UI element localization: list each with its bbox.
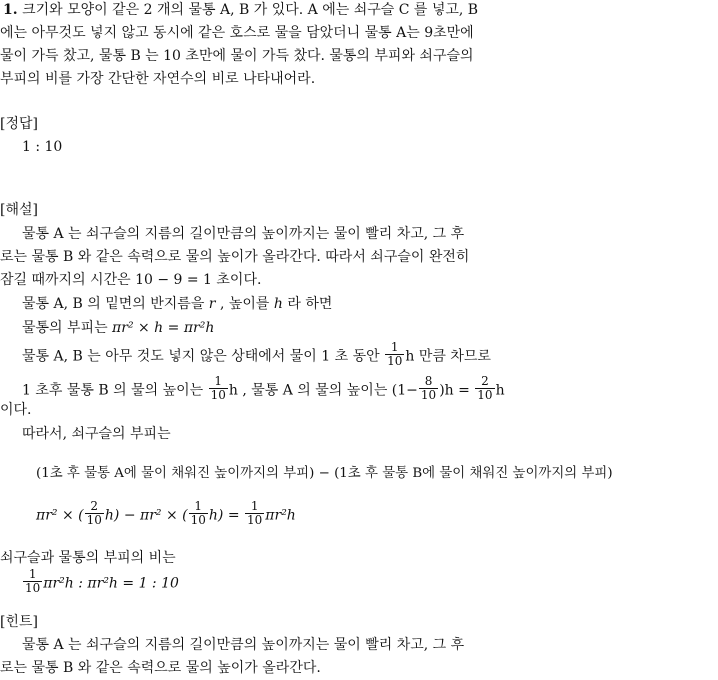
fraction-denominator: 10 — [190, 513, 206, 527]
fraction-numerator: 8 — [419, 375, 438, 389]
fraction-denominator: 10 — [247, 513, 263, 527]
fraction — [385, 341, 404, 368]
rate-line — [22, 340, 491, 370]
hint-heading: [힌트] — [0, 614, 38, 630]
calc-part: πr²h — [265, 507, 296, 524]
fraction — [85, 500, 104, 527]
fraction-denominator: 10 — [25, 581, 41, 595]
fraction-numerator: 1 — [23, 568, 42, 582]
fraction — [245, 500, 264, 527]
problem-first-line — [3, 0, 478, 20]
fraction-denominator: 10 — [387, 354, 403, 368]
bracket-equation: (1초 후 물통 A에 물이 채워진 높이까지의 부피) − (1초 후 물통 B에 물이 채워진 높이까지의 부피) — [36, 466, 613, 481]
answer-value: 1 : 10 — [22, 139, 63, 155]
fraction-numerator: 1 — [209, 375, 228, 389]
fraction-denominator: 10 — [477, 388, 493, 402]
fraction-denominator: 10 — [420, 388, 437, 402]
calculation-line — [36, 499, 296, 529]
hint-text-line: 물통 A 는 쇠구슬의 지름의 길이만큼의 높이까지는 물이 빨리 차고, 그 후 — [22, 637, 465, 653]
hint-text-line: 로는 물통 B 와 같은 속력으로 물의 높이가 올라간다. — [0, 660, 321, 676]
problem-text-line: 부피의 비를 가장 간단한 자연수의 비로 나타내어라. — [0, 71, 316, 87]
solution-text-line: 잠길 때까지의 시간은 10 − 9 = 1 초이다. — [0, 272, 262, 288]
fraction — [189, 500, 208, 527]
fraction-numerator: 1 — [245, 500, 264, 514]
fraction-numerator: 1 — [385, 341, 404, 355]
radius-var: r — [208, 296, 216, 312]
radius-line — [22, 294, 332, 314]
after-mid2: )h = — [439, 382, 475, 399]
therefore-line: 따라서, 쇠구슬의 부피는 — [22, 426, 171, 442]
radius-pre: 물통 A, B 의 밑면의 반지름을 — [22, 296, 209, 312]
fraction-denominator: 10 — [86, 513, 102, 527]
problem-number: 1. — [3, 2, 18, 18]
problem-text-line: 에는 아무것도 넣지 않고 동시에 같은 호스로 물을 담았더니 물통 A는 9초만에 — [0, 25, 474, 41]
fraction-numerator: 2 — [85, 500, 104, 514]
ratio-heading: 쇠구슬과 물통의 부피의 비는 — [0, 550, 176, 566]
after-line-end: 이다. — [0, 402, 32, 418]
calc-part: h) − πr² × ( — [104, 507, 188, 524]
calc-part: h) = — [208, 507, 240, 524]
height-var: h — [273, 296, 283, 312]
fraction-denominator: 10 — [210, 388, 226, 402]
after-pre: 1 초후 물통 B 의 물의 높이는 — [22, 382, 208, 399]
ratio-expression: πr²h : πr²h = 1 : 10 — [43, 575, 179, 592]
volume-line — [22, 318, 214, 338]
radius-mid: , 높이를 — [215, 296, 274, 312]
after-mid: h , 물통 A 의 물의 높이는 (1− — [228, 382, 418, 399]
solution-text-line: 로는 물통 B 와 같은 속력으로 물의 높이가 올라간다. 따라서 쇠구슬이 완전히 — [0, 249, 470, 265]
solution-text-line: 물통 A 는 쇠구슬의 지름의 길이만큼의 높이까지는 물이 빨리 차고, 그 후 — [22, 226, 465, 242]
ratio-line — [22, 567, 179, 597]
answer-heading: [정답] — [0, 116, 38, 132]
volume-pre: 물통의 부피는 — [22, 320, 113, 336]
fraction — [475, 375, 494, 402]
calc-part: πr² × ( — [36, 507, 84, 524]
volume-expr: πr² × h = πr²h — [112, 320, 215, 336]
fraction — [209, 375, 228, 402]
problem-text-line: 물이 가득 찼고, 물통 B 는 10 초만에 물이 가득 찼다. 물통의 부피와 쇠구슬의 — [0, 48, 474, 64]
after-post: h — [495, 382, 505, 399]
fraction-numerator: 1 — [189, 500, 208, 514]
problem-text-line: 크기와 모양이 같은 2 개의 물통 A, B 가 있다. A 에는 쇠구슬 C 를 넣고, B — [22, 2, 479, 18]
rate-post: h 만큼 차므로 — [405, 348, 491, 365]
solution-heading: [해설] — [0, 202, 38, 218]
radius-post: 라 하면 — [282, 296, 333, 312]
fraction — [23, 568, 42, 595]
fraction — [419, 375, 438, 402]
fraction-numerator: 2 — [475, 375, 494, 389]
rate-pre: 물통 A, B 는 아무 것도 넣지 않은 상태에서 물이 1 초 동안 — [22, 348, 385, 365]
after-one-second-line — [22, 374, 505, 404]
